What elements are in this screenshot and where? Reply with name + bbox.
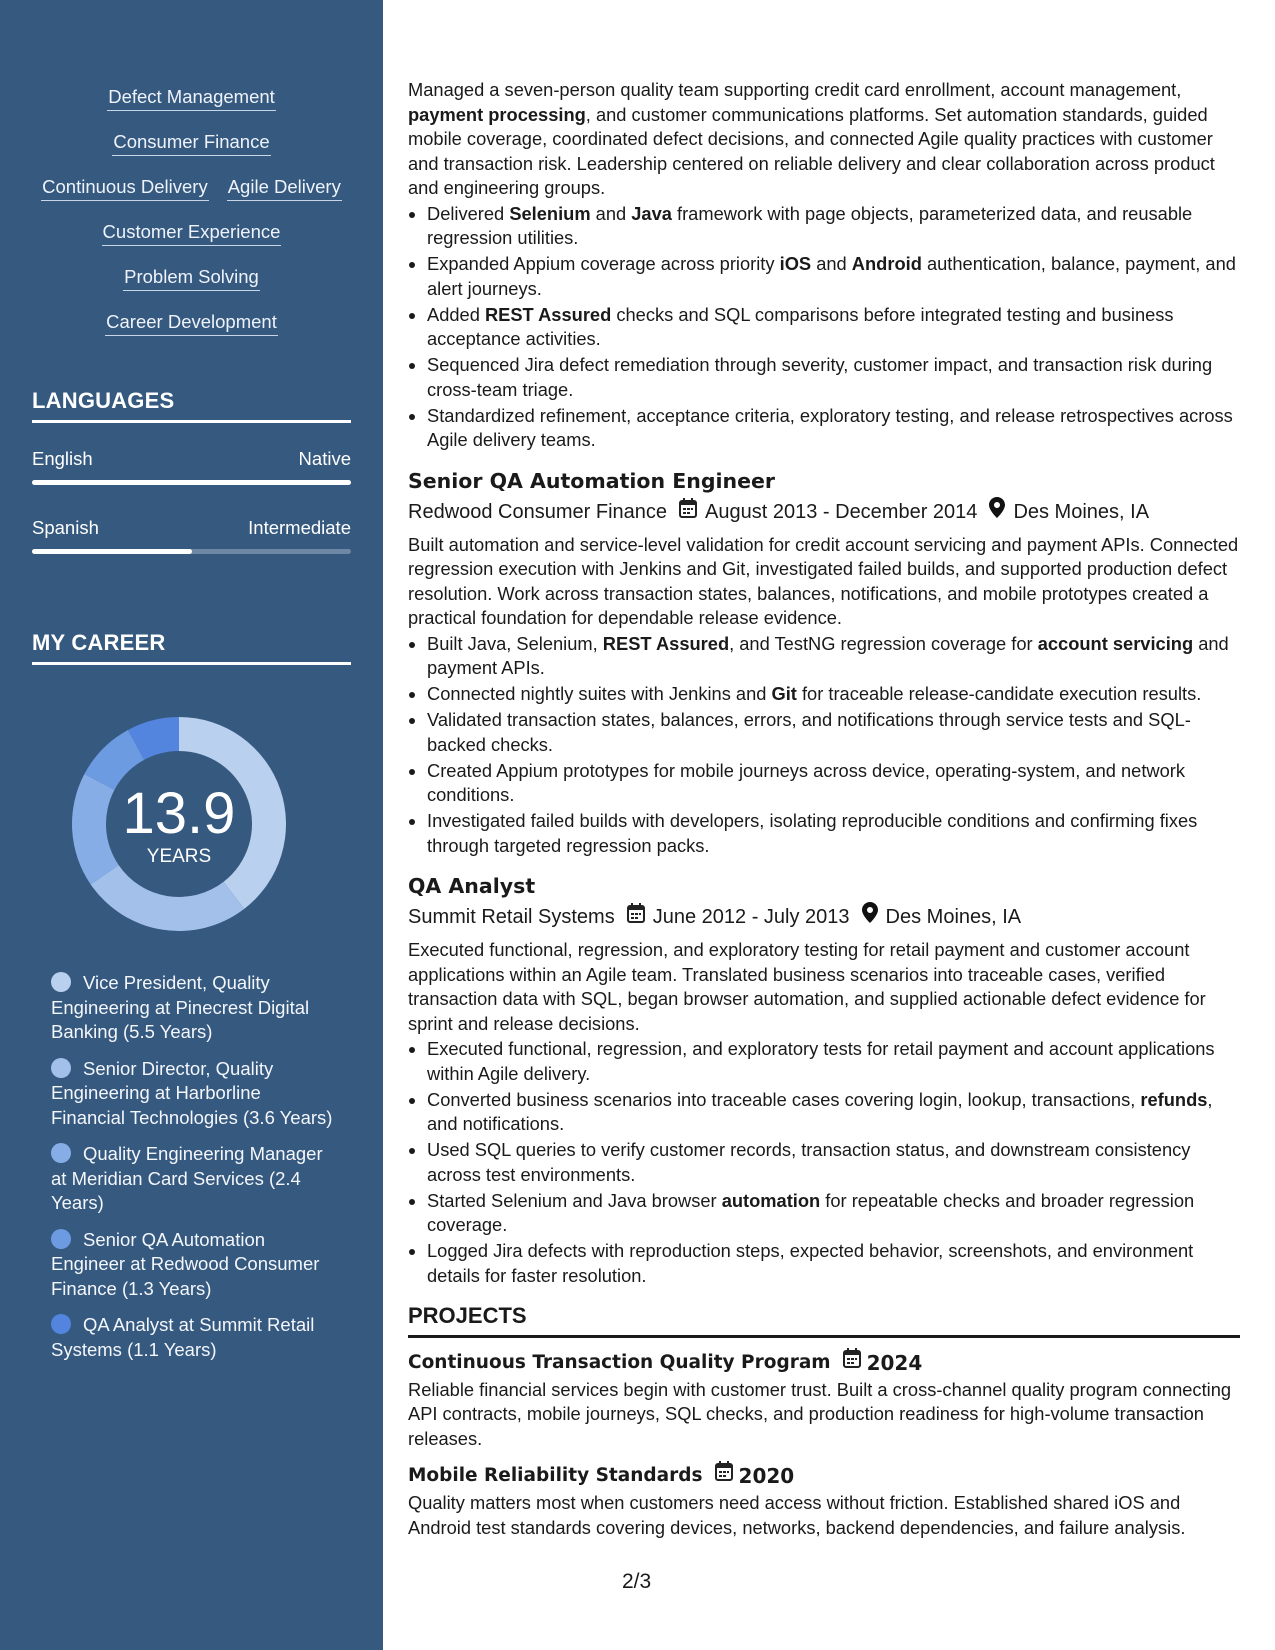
bullet-item [427,252,1240,301]
text-segment: and [811,253,852,274]
text-segment: Sequenced Jira defect remediation through severity, customer impact, and transaction risk during cross-team triage. [427,354,1213,400]
career-item [51,1313,336,1362]
text-segment: Validated transaction states, balances, errors, and notifications through service tests and SQL-backed checks. [427,709,1191,755]
job-bullets [408,1037,1240,1288]
job-bullets [408,202,1240,453]
bold-keyword: REST Assured [484,303,612,325]
text-segment: Added [427,303,485,325]
job-company: Redwood Consumer Finance [408,500,668,523]
bold-keyword: refunds [1140,1088,1208,1110]
text-segment: , and TestNG regression coverage for [729,632,1038,654]
career-dot-icon [51,1229,71,1249]
bold-keyword: payment processing [408,103,586,125]
skill-tag: Agile Delivery [227,176,342,201]
career-item-text: Senior QA Automation Engineer at Redwood Consumer Finance (1.3 Years) [51,1228,320,1299]
text-segment: , and notifications. [427,1088,1213,1134]
career-list [51,971,336,1374]
bold-keyword: account servicing [1037,632,1194,654]
career-unit: YEARS [146,846,212,867]
text-segment: Investigated failed builds with developers, isolating reproducible conditions and confirming fixes through targeted regression packs. [427,810,1198,856]
project-title-row [408,1461,1240,1491]
language-level: Native [298,448,351,469]
bullet-item [427,1189,1240,1238]
location-pin-icon [989,497,1005,527]
bullet-item [427,708,1240,757]
calendar-icon [679,497,697,527]
bullet-item [427,353,1240,402]
language-bar-fill [32,480,351,485]
bold-keyword: iOS [779,253,812,274]
project-title: Continuous Transaction Quality Program [408,1351,831,1373]
page-number: 2/3 [622,1570,652,1593]
career-donut-chart [66,711,292,937]
bullet-item [427,404,1240,453]
career-dot-icon [51,1058,71,1078]
text-segment: Used SQL queries to verify customer records, transaction status, and downstream consistency across test environments. [427,1139,1191,1185]
bullet-item [427,1239,1240,1288]
language-name: English [32,448,93,469]
bullet-item [427,1037,1240,1086]
text-segment: checks and SQL comparisons before integrated testing and business acceptance activities. [427,303,1174,349]
bold-keyword: REST Assured [602,632,730,654]
text-segment: Converted business scenarios into traceable cases covering login, lookup, transactions, [427,1088,1141,1110]
career-item-text: Senior Director, Quality Engineering at Harborline Financial Technologies (3.6 Years) [51,1057,333,1128]
bullet-item [427,759,1240,808]
text-segment: Expanded Appium coverage across priority [427,253,780,274]
text-segment: for repeatable checks and broader regression coverage. [427,1189,1195,1235]
text-segment: Logged Jira defects with reproduction steps, expected behavior, screenshots, and environment details for faster resolution. [427,1240,1194,1286]
project-year: 2024 [866,1350,923,1375]
text-segment: , and customer communications platforms. Set automation standards, guided mobile coverage, coordinated defect decisions, and connected Agile quality practices with customer and transaction risk. Leadership centered on reliable delivery and clear collaboration across product and engineering groups. [408,103,1215,198]
text-segment: Connected nightly suites with Jenkins and [427,683,772,704]
job-summit [408,870,1240,1288]
project-item [408,1461,1240,1540]
language-level: Intermediate [248,517,351,538]
project-description: Quality matters most when customers need access without friction. Established shared iOS and Android test standards covering devices, networks, backend dependencies, and failure analysis. [408,1492,1186,1538]
language-name: Spanish [32,517,99,538]
text-segment: Managed a seven-person quality team supporting credit card enrollment, account management, [408,79,1182,100]
text-segment: Executed functional, regression, and exploratory tests for retail payment and account applications within Agile delivery. [427,1038,1215,1084]
bold-keyword: Java [631,202,672,224]
job-bullets [408,632,1240,859]
project-item [408,1348,1240,1452]
job-company: Summit Retail Systems [408,906,615,928]
skill-tag: Defect Management [107,86,276,111]
bullet-item [427,1088,1240,1137]
job-dates: June 2012 - July 2013 [652,906,850,928]
project-title-row [408,1348,1240,1378]
bullet-item [427,303,1240,352]
language-english [32,448,351,485]
skill-tag: Career Development [105,311,278,336]
career-item-text: Quality Engineering Manager at Meridian Card Services (2.4 Years) [51,1143,323,1213]
job-summary [408,78,1240,201]
career-donut-segment [72,774,119,884]
text-segment: framework with page objects, parameterized data, and reusable regression utilities. [427,202,1193,248]
calendar-icon [627,902,645,932]
calendar-icon [843,1348,861,1378]
job-meta [408,497,1240,527]
project-year: 2020 [738,1464,795,1488]
career-donut-segment [91,865,245,931]
text-segment: authentication, balance, payment, and alert journeys. [427,253,1236,299]
skill-row [30,176,353,221]
job-summary [408,533,1240,631]
text-segment: Standardized refinement, acceptance criteria, exploratory testing, and release retrospectives across Agile delivery teams. [427,404,1233,450]
skill-row [30,131,353,176]
job-title: Senior QA Automation Engineer [408,468,776,493]
bullet-item [427,682,1240,707]
job-dates: August 2013 - December 2014 [705,500,978,523]
career-item [51,971,336,1045]
language-bar [32,549,351,554]
skill-row [30,221,353,266]
bold-keyword: Android [851,253,922,274]
text-segment: and payment APIs. [427,632,1229,678]
job-summary [408,938,1240,1036]
skill-row [30,311,353,356]
job-meta [408,902,1240,932]
text-segment: Executed functional, regression, and exploratory testing for retail payment and customer account applications within an Agile team. Translated business scenarios into traceable cases, verified transaction data with SQL, began browser automation, and supplied actionable defect evidence for sprint and release decisions. [408,939,1206,1034]
project-title: Mobile Reliability Standards [408,1465,703,1486]
career-total: 13.9 [122,781,236,846]
text-segment: Created Appium prototypes for mobile journeys across device, operating-system, and network conditions. [427,759,1186,805]
bold-keyword: Git [771,683,797,704]
text-segment: and [590,202,632,224]
career-dot-icon [51,1143,71,1163]
calendar-icon [715,1461,733,1491]
language-bar [32,480,351,485]
text-segment: Built automation and service-level validation for credit account servicing and payment APIs. Connected regression execution with Jenkins and Git, investigated failed builds, and supported production defect resolution. Work across transaction states, balances, notifications, and mobile prototypes created a practical foundation for dependable release evidence. [408,533,1239,628]
career-item-text: QA Analyst at Summit Retail Systems (1.1 Years) [51,1314,315,1360]
intro-job [408,78,1240,453]
bullet-item [427,1138,1240,1187]
languages-heading: LANGUAGES [32,388,351,423]
bold-keyword: Selenium [509,202,591,224]
career-dot-icon [51,1314,71,1334]
project-description: Reliable financial services begin with customer trust. Built a cross-channel quality program connecting API contracts, mobile journeys, SQL checks, and production readiness for high-volume transaction releases. [408,1378,1232,1449]
job-location: Des Moines, IA [1013,500,1150,523]
skill-row [30,266,353,311]
skill-tag: Customer Experience [102,221,282,246]
main-content [408,78,1240,1540]
text-segment: for traceable release-candidate execution results. [796,683,1202,704]
career-heading: MY CAREER [32,630,351,665]
job-location: Des Moines, IA [885,906,1022,928]
language-spanish [32,517,351,554]
skill-tag: Continuous Delivery [41,176,209,201]
skill-tag: Problem Solving [123,266,260,291]
job-title: QA Analyst [408,874,536,898]
career-item [51,1142,336,1216]
language-bar-fill [32,549,192,554]
skills-list [30,86,353,356]
skill-row [30,86,353,131]
location-pin-icon [862,902,878,932]
projects-heading: PROJECTS [408,1304,1240,1338]
sidebar [0,0,383,1650]
career-item [51,1228,336,1302]
bullet-item [427,202,1240,251]
career-dot-icon [51,972,71,992]
bullet-item [427,632,1240,681]
text-segment: Built Java, Selenium, [427,632,603,654]
bold-keyword: automation [721,1189,821,1211]
bullet-item [427,809,1240,858]
text-segment: Delivered [427,202,510,224]
career-item [51,1057,336,1131]
job-redwood [408,465,1240,859]
skill-tag: Consumer Finance [112,131,270,156]
career-item-text: Vice President, Quality Engineering at Pinecrest Digital Banking (5.5 Years) [51,972,310,1042]
text-segment: Started Selenium and Java browser [427,1189,722,1211]
